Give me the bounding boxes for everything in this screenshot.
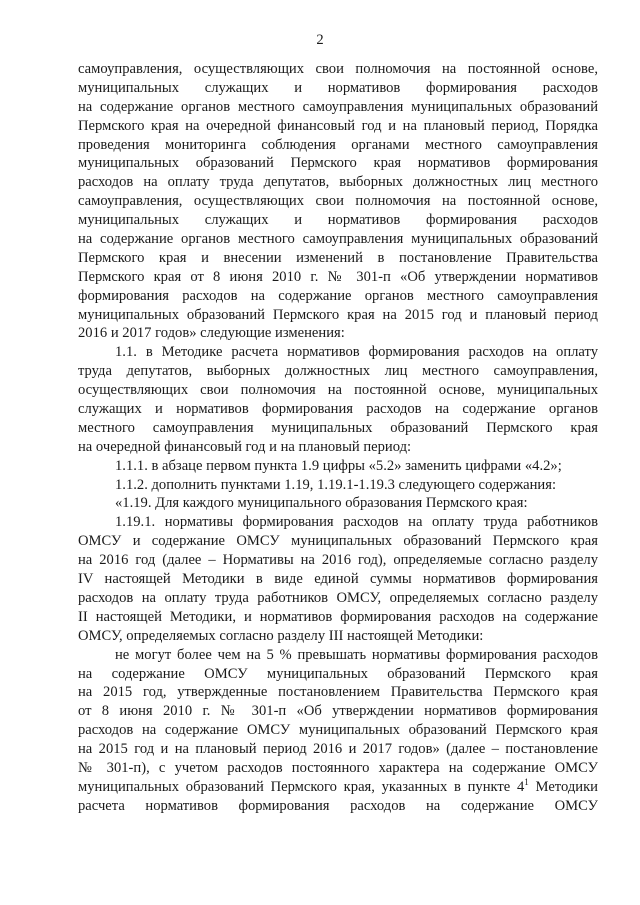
text-line: расходов на содержание ОМСУ муниципальных образований Пермского края xyxy=(78,722,598,739)
text-line: на 2015 год, утвержденные постановлением Правительства Пермского края xyxy=(78,684,598,701)
document-body xyxy=(78,60,598,816)
text-line: IV настоящей Методики в виде единой суммы нормативов формирования xyxy=(78,571,598,588)
text-line: 2016 и 2017 годов» следующие изменения: xyxy=(78,325,345,342)
text-line: осуществляющих свои полномочия на постоянной основе, муниципальных xyxy=(78,382,598,399)
text-line: местного самоуправления муниципальных образований Пермского края xyxy=(78,419,598,436)
superscript: 1 xyxy=(524,776,529,787)
text-line: 1.19.1. нормативы формирования расходов на оплату труда работников xyxy=(115,514,598,531)
text-line: на содержание органов местного самоуправления муниципальных образований xyxy=(78,231,598,248)
text-line: на содержание ОМСУ муниципальных образований Пермского края xyxy=(78,665,598,682)
text-line: II настоящей Методики, и нормативов формирования расходов на содержание xyxy=(78,608,598,625)
text-line: самоуправления, осуществляющих свои полномочия на постоянной основе, xyxy=(78,193,598,210)
text-line: на содержание органов местного самоуправления муниципальных образований xyxy=(78,98,598,115)
text-line: труда депутатов, выборных должностных лиц местного самоуправления, xyxy=(78,363,598,380)
text-line: муниципальных служащих и нормативов формирования расходов xyxy=(78,212,598,229)
text-line: расходов на оплату труда депутатов, выборных должностных лиц местного xyxy=(78,174,598,191)
text-line: не могут более чем на 5 % превышать нормативы формирования расходов xyxy=(115,646,598,663)
text-line: Пермского края и внесении изменений в постановление Правительства xyxy=(78,249,598,266)
text-line: формирования расходов на содержание органов местного самоуправления xyxy=(78,287,598,304)
page-number: 2 xyxy=(316,32,324,48)
text-fragment: муниципальных образований Пермского края, указанных в пункте 4 xyxy=(78,778,525,795)
text-line: «1.19. Для каждого муниципального образования Пермского края: xyxy=(115,495,528,512)
text-line: Пермского края на очередной финансовый год и на плановый период, Порядка xyxy=(78,117,598,134)
text-line: 1.1.2. дополнить пунктами 1.19, 1.19.1-1.19.3 следующего содержания: xyxy=(115,476,557,493)
text-line: служащих и нормативов формирования расходов на содержание органов xyxy=(78,401,598,418)
text-line: на очередной финансовый год и на плановый период: xyxy=(78,438,412,455)
text-line: муниципальных образований Пермского края нормативов формирования xyxy=(78,155,598,172)
text-line: муниципальных образований Пермского края на 2015 год и плановый период xyxy=(78,306,598,323)
text-fragment: Методики xyxy=(535,778,598,795)
text-line: проведения мониторинга соблюдения органами местного самоуправления xyxy=(78,136,598,153)
text-line: ОМСУ, определяемых согласно разделу III настоящей Методики: xyxy=(78,627,484,644)
text-line: на 2016 год (далее – Нормативы на 2016 год), определяемые согласно разделу xyxy=(78,552,598,569)
text-line: от 8 июня 2010 г. № 301-п «Об утверждении нормативов формирования xyxy=(78,703,598,720)
text-line: ОМСУ и содержание ОМСУ муниципальных образований Пермского края xyxy=(78,533,598,550)
text-line: расчета нормативов формирования расходов на содержание ОМСУ xyxy=(78,797,598,814)
text-line: на 2015 год и на плановый период 2016 и 2017 годов» (далее – постановление xyxy=(78,741,598,758)
text-line: 1.1. в Методике расчета нормативов формирования расходов на оплату xyxy=(115,344,598,361)
text-line: № 301-п), с учетом расходов постоянного характера на содержание ОМСУ xyxy=(78,759,598,776)
text-line: Пермского края от 8 июня 2010 г. № 301-п «Об утверждении нормативов xyxy=(78,268,598,285)
text-line: расходов на оплату труда работников ОМСУ, определяемых согласно разделу xyxy=(78,589,598,606)
text-line: самоуправления, осуществляющих свои полномочия на постоянной основе, xyxy=(78,61,598,77)
text-line xyxy=(78,778,598,797)
text-line: 1.1.1. в абзаце первом пункта 1.9 цифры «5.2» заменить цифрами «4.2»; xyxy=(115,457,562,474)
text-line: муниципальных служащих и нормативов формирования расходов xyxy=(78,79,598,96)
